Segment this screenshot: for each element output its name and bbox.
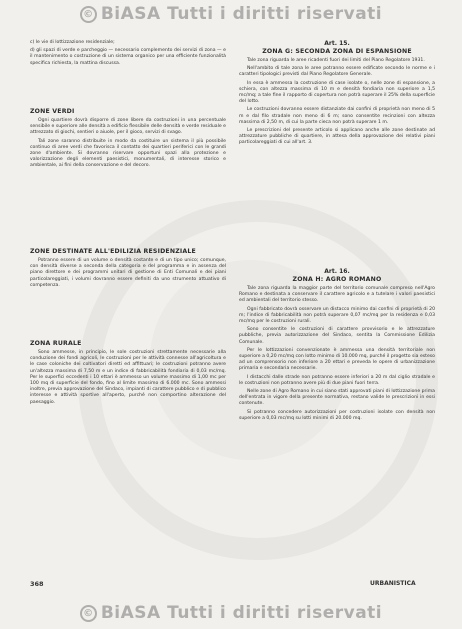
copyright-icon: © — [80, 605, 97, 622]
art15-number: Art. 15. — [324, 40, 350, 47]
art16-para-7: Si potranno concedere autorizzazioni per costruzioni isolate con densità non superiore a 0,03 mc/mq su lotti minimi di 20.000 mq. — [239, 409, 435, 421]
watermark-top: © BiASA Tutti i diritti riservati — [0, 4, 462, 24]
art16-para-1: Tale zona riguarda la maggior parte del territorio comunale compreso nell'Agro Romano e destinata a conservare il carattere agricolo e a tutelare i valori paesistici ed ambientali del territorio stesso. — [239, 286, 435, 304]
art15-para-5: Le prescrizioni del presente articolo si applicano anche alle zone destinate ad attrezzature pubbliche di quartiere, in attesa della approvazione dei relativi piani particolareggiati di cui all'art. 3. — [239, 128, 435, 146]
art15-section — [239, 40, 435, 149]
art16-para-5: I distacchi dalle strade non potranno essere inferiori a 20 m dal ciglio stradale e le costruzioni non potranno avere più di due piani fuori terra. — [239, 374, 435, 386]
zone-edilizia-heading: ZONE DESTINATE ALL'EDILIZIA RESIDENZIALE — [30, 248, 196, 255]
art16-number: Art. 16. — [324, 268, 350, 275]
art15-para-1: Tale zona riguarda le aree ricadenti fuori dei limiti del Piano Regolatore 1931. — [247, 58, 425, 63]
intro-section — [30, 40, 226, 69]
zone-verdi-heading: ZONE VERDI — [30, 108, 75, 115]
footer-label: URBANISTICA — [370, 580, 416, 587]
zone-edilizia-para-1: Potranno essere di un volume o densità costante e di un tipo unico; comunque, con densità diverse a seconda della categoria e del programma e in assenza del piano direttore e dei programmi unitari di gestione di Enti Comunali e dei piani particolareggiati, i volumi dovranno essere definiti da uno strumento attuativo di competenza. — [30, 258, 226, 288]
zone-edilizia-section — [30, 248, 226, 291]
zona-rurale-section — [30, 340, 226, 408]
art16-para-6: Nelle zone di Agro Romano in cui siano stati approvati piani di lottizzazione prima dell'entrata in vigore della presente normativa, restano valide le prescrizioni in essi contenute. — [239, 389, 435, 407]
art15-para-3: In essa è ammessa la costruzione di case isolate o, nelle zone di espansione, a schiera, con altezza massima di 10 m e densità fondiaria non superiore a 1,5 mc/mq; a tale fine il rapporto di copertura non potrà superare il 25% della superficie del lotto. — [239, 80, 435, 105]
zone-verdi-para-2: Tali zone saranno distribuite in modo da costituire un sistema il più possibile continuo di aree verdi che favorisca il contatto dei quartieri periferici con le grandi zone d'ambiente. Si dovranno riservare opportuni spazi alla protezione e valorizzazione degli elementi paesistici, monumentali, di interesse storico e ambientale, ai fini della conservazione e del decoro. — [30, 138, 226, 169]
art16-section — [239, 268, 435, 424]
zona-rurale-para-1: Sono ammesse, in principio, le sole costruzioni strettamente necessarie alla conduzione dei fondi agricoli, le costruzioni per le attività connesse all'agricoltura e le case coloniche dei coltivatori diretti ed affittuari; le costruzioni potranno avere un'altezza massima di 7,50 m e un indice di fabbricabilità fondiaria di 0,03 mc/mq. Per le superfici eccedenti i 10 ettari è ammesso un volume massimo di 1,00 mc per 100 mq di superficie del fondo, fino al limite massimo di 6.000 mc. Sono ammessi inoltre, previa approvazione del Sindaco, impianti di carattere pubblico e di pubblico interesse e attività sportive all'aperto, purché non comportino alterazione del paesaggio. — [30, 350, 226, 405]
zona-rurale-heading: ZONA RURALE — [30, 340, 82, 347]
watermark-bottom: © BiASA Tutti i diritti riservati — [0, 603, 462, 623]
art15-heading: ZONA G: SECONDA ZONA DI ESPANSIONE — [262, 48, 412, 55]
art16-para-2: Ogni fabbricato dovrà osservare un distacco minimo dai confini di proprietà di 20 m; l'indice di fabbricabilità non potrà superare 0,07 mc/mq per la residenza e 0,03 mc/mq per le costruzioni rurali. — [239, 306, 435, 325]
intro-item-c: c) le vie di lottizzazione residenziale; — [30, 40, 115, 45]
art16-para-4: Per le lottizzazioni convenzionate è ammessa una densità territoriale non superiore a 0,20 mc/mq con lotto minimo di 10.000 mq, purché il progetto sia esteso ad un comprensorio non inferiore a 20 ettari e preveda le opere di urbanizzazione primaria e secondaria necessarie. — [239, 347, 435, 372]
copyright-icon: © — [80, 6, 97, 23]
page-number: 368 — [30, 580, 44, 588]
document-page — [30, 40, 435, 585]
zone-verdi-section — [30, 108, 226, 172]
art16-heading: ZONA H: AGRO ROMANO — [292, 276, 382, 283]
art15-para-4: Le costruzioni dovranno essere distanziate dai confini di proprietà non meno di 5 m e dal filo stradale non meno di 6 m; sono consentite recinzioni con altezza massima di 2,50 m, di cui la parte cieca non potrà superare 1 m. — [239, 107, 435, 125]
art16-para-3: Sono consentite le costruzioni di carattere provvisorio e le attrezzature pubbliche, previa autorizzazione del Sindaco, sentita la Commissione Edilizia Comunale. — [239, 327, 435, 345]
intro-item-d: d) gli spazi di verde e parcheggio — necessario complemento dei servizi di zona — e il mantenimento o costruzione di un sistema organico per una efficiente funzionalità specifica richiesta, la mattina discussa. — [30, 48, 226, 66]
zone-verdi-para-1: Ogni quartiere dovrà disporre di zone libere da costruzioni in una percentuale sensibile e superiore alle densità a edificio flessibile delle densità e verde residuale e attrezzato di giochi, sentieri o aiuole, per il gioco, servizi di svago. — [30, 118, 226, 136]
art15-para-2: Nell'ambito di tale zona le aree potranno essere edificate secondo le norme e i caratteri tipologici previsti dal Piano Regolatore Generale. — [239, 66, 435, 78]
